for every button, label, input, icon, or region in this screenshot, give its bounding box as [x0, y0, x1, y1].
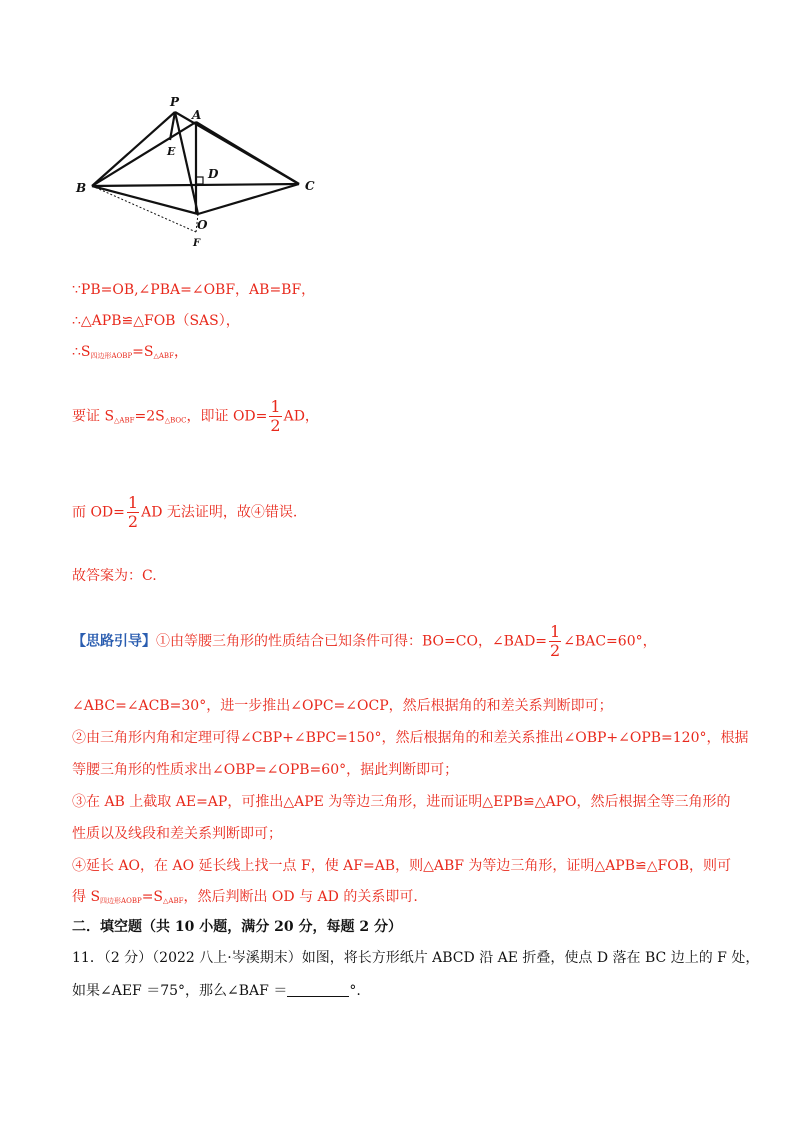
proof-line-3-a: ∴S [72, 344, 91, 360]
hint-p1-b: ∠BAC=60°， [563, 633, 657, 650]
proof-line-3-c: ， [173, 344, 188, 360]
hint-line-1 [72, 623, 657, 660]
hint-line-6: 性质以及线段和差关系判断即可； [72, 826, 282, 842]
hint-p4-a: 得 S [72, 889, 101, 905]
label-C: C [305, 179, 315, 193]
proof-line-3-sub2: △ABF [153, 352, 174, 360]
hint-p4-sub2: △ABF [163, 897, 184, 905]
proof-line-4-d: AD， [283, 408, 319, 425]
label-F: F [193, 238, 201, 249]
proof-line-2: ∴△APB≌△FOB（SAS）， [72, 313, 240, 329]
question-line-1: 11．（2 分）（2022 八上·岑溪期末）如图，将长方形纸片 ABCD 沿 AE 折叠，使点 D 落在 BC 边上的 F 处， [72, 950, 760, 966]
proof-line-4-b: =2S [134, 408, 165, 425]
section-title: 二．填空题（共 10 小题，满分 20 分，每题 2 分） [72, 919, 402, 935]
fraction-half [549, 623, 561, 660]
proof-line-1: ∵PB=OB,∠PBA=∠OBF，AB=BF， [72, 282, 316, 298]
proof-line-5-a: 而 OD= [72, 504, 125, 521]
label-D: D [208, 167, 219, 181]
answer-line: 故答案为：C. [72, 568, 157, 584]
label-P: P [170, 95, 180, 109]
proof-line-3-sub1: 四边形AOBP [90, 352, 133, 360]
hint-line-4: 等腰三角形的性质求出∠OBP=∠OPB=60°，据此判断即可； [72, 762, 459, 778]
proof-line-4-c: ，即证 OD= [186, 408, 268, 425]
label-A: A [192, 108, 202, 122]
hint-p1-a: ①由等腰三角形的性质结合已知条件可得：BO=CO，∠BAD= [156, 633, 548, 650]
hint-line-5: ③在 AB 上截取 AE=AP，可推出△APE 为等边三角形，进而证明△EPB≌△APO，然后根据全等三角形的 [72, 794, 731, 810]
answer-blank[interactable] [287, 982, 349, 997]
hint-p4-c: ，然后判断出 OD 与 AD 的关系即可. [183, 889, 418, 905]
hint-p4-b: =S [141, 889, 164, 905]
proof-line-4-sub2: △BOC [164, 416, 187, 425]
question-line-2 [72, 981, 361, 1001]
fraction-numerator: 1 [270, 397, 281, 416]
geometry-figure [0, 0, 800, 260]
label-O: O [197, 218, 208, 232]
hint-line-8 [72, 887, 418, 911]
label-E: E [167, 145, 176, 158]
proof-line-4-a: 要证 S [72, 408, 115, 425]
hint-line-3: ②由三角形内角和定理可得∠CBP+∠BPC=150°，然后根据角的和差关系推出∠OBP+∠OPB=120°，根据 [72, 730, 749, 746]
proof-line-4 [72, 398, 319, 435]
proof-line-3-b: =S [132, 344, 154, 360]
hint-p4-sub1: 四边形AOBP [100, 897, 142, 905]
fraction-numerator: 1 [127, 493, 139, 512]
fraction-numerator: 1 [550, 622, 561, 641]
question-line-2-b: °. [349, 983, 361, 999]
fraction-denominator: 2 [127, 512, 139, 531]
hint-line-2: ∠ABC=∠ACB=30°，进一步推出∠OPC=∠OCP，然后根据角的和差关系判断即可； [72, 698, 613, 714]
proof-line-5-b: AD 无法证明，故④错误. [141, 504, 298, 521]
hint-line-7: ④延长 AO，在 AO 延长线上找一点 F，使 AF=AB，则△ABF 为等边三角形，证明△APB≌△FOB，则可 [72, 858, 731, 874]
fraction-denominator: 2 [270, 416, 281, 435]
fraction-half [127, 494, 139, 531]
label-B: B [76, 181, 87, 195]
question-line-2-a: 如果∠AEF ＝75°，那么∠BAF ＝ [72, 983, 288, 999]
proof-line-3 [72, 342, 188, 366]
hint-tag: 【思路引导】 [72, 633, 156, 650]
fraction-denominator: 2 [550, 641, 561, 660]
proof-line-4-sub1: △ABF [114, 416, 135, 425]
proof-line-5 [72, 494, 297, 531]
fraction-half [269, 398, 281, 435]
